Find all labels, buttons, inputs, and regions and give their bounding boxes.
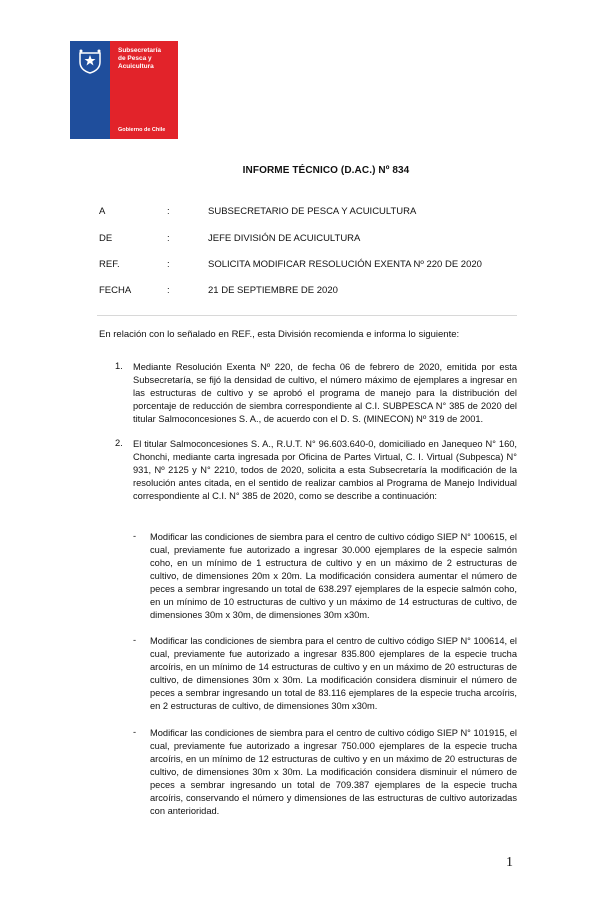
logo-line-1: Subsecretaría <box>118 47 161 54</box>
header-value: SOLICITA MODIFICAR RESOLUCIÓN EXENTA Nº 220 DE 2020 <box>208 259 482 270</box>
bullet-dash: - <box>133 531 137 541</box>
coat-of-arms-icon <box>76 47 104 75</box>
bullet-paragraph: Modificar las condiciones de siembra para el centro de cultivo código SIEP N° 100615, el cual, previamente fue autorizado a ingresar 30.000 ejemplares de la especie salmón coho, en un mínimo de 1 estructura de cultivo y en un máximo de 2 estructuras de cultivo, de dimensiones 20m x 20m. La modificación considera aumentar el número de peces a sembrar ingresando un total de 638.297 ejemplares de la especie salmón coho, en un mínimo de 10 estructuras de cultivo y un máximo de 14 estructuras de cultivo, de dimensiones 30m x 30m, de dimensiones 30m x30m. <box>150 532 517 620</box>
header-label: A <box>99 206 106 217</box>
report-title: INFORME TÉCNICO (D.AC.) Nº 834 <box>242 165 410 176</box>
item-number: 2. <box>115 438 123 448</box>
logo-line-2: de Pesca y <box>118 55 152 62</box>
header-value: 21 DE SEPTIEMBRE DE 2020 <box>208 285 338 296</box>
header-label: REF. <box>99 259 120 270</box>
header-value: JEFE DIVISIÓN DE ACUICULTURA <box>208 233 361 244</box>
header-colon: : <box>167 259 170 270</box>
page-number: 1 <box>506 855 513 870</box>
item-paragraph: Mediante Resolución Exenta Nº 220, de fecha 06 de febrero de 2020, emitida por esta Subsecretaría, se fijó la densidad de cultivo, el número máximo de ejemplares a ingresar en las estructuras de cultivo y se aprobó el programa de manejo para la distribución del porcentaje de reducción de siembra correspondiente al C.I. SUBPESCA N° 385 de 2020 del titular Salmoconcesiones S. A., de acuerdo con el D. S. (MINECON) Nº 319 de 2001. <box>133 362 517 424</box>
bullet-dash: - <box>133 727 137 737</box>
logo-title <box>118 47 176 71</box>
header-colon: : <box>167 285 170 296</box>
header-divider <box>97 315 517 316</box>
bullet-paragraph: Modificar las condiciones de siembra para el centro de cultivo código SIEP N° 100614, el cual, previamente fue autorizado a ingresar 835.800 ejemplares de la especie trucha arcoíris, en un mínimo de 14 estructuras de cultivo y en un máximo de 20 estructuras de cultivo, de dimensiones 30m x 30m. La modificación considera disminuir el número de peces a sembrar ingresando un total de 83.116 ejemplares de la especie trucha arcoíris, en 2 estructuras de cultivo, de dimensiones 30m x30m. <box>150 636 517 711</box>
intro-paragraph: En relación con lo señalado en REF., esta División recomienda e informa lo siguiente: <box>99 329 460 340</box>
item-paragraph: El titular Salmoconcesiones S. A., R.U.T. N° 96.603.640-0, domiciliado en Janequeo N° 160, Chonchi, mediante carta ingresada por Oficina de Partes Virtual, C. I. Virtual (Subpesca) N° 931, Nº 2125 y N° 2210, todos de 2020, solicita a esta Subsecretaría la modificación de la resolución antes citada, en el sentido de realizar cambios al Programa de Manejo Individual correspondiente al C.I. N° 385 de 2020, como se describe a continuación: <box>133 439 517 501</box>
header-label: DE <box>99 233 113 244</box>
item-number: 1. <box>115 361 123 371</box>
report-title-wrapper <box>0 165 600 176</box>
logo-line-3: Acuicultura <box>118 63 154 70</box>
header-label: FECHA <box>99 285 132 296</box>
logo-footer: Gobierno de Chile <box>118 127 166 133</box>
header-value: SUBSECRETARIO DE PESCA Y ACUICULTURA <box>208 206 417 217</box>
logo-blue-block <box>70 41 110 139</box>
bullet-paragraph: Modificar las condiciones de siembra para el centro de cultivo código SIEP N° 101915, el cual, previamente fue autorizado a ingresar 750.000 ejemplares de la especie trucha arcoíris, en un mínimo de 12 estructuras de cultivo y en un máximo de 20 estructuras de cultivo, de dimensiones 30m x 30m. La modificación considera disminuir el número de peces a sembrar ingresando un total de 709.387 ejemplares de la especie trucha arcoíris, conservando el número y dimensiones de las estructuras de cultivo autorizadas con anterioridad. <box>150 728 517 816</box>
bullet-dash: - <box>133 635 137 645</box>
subpesca-logo <box>70 41 178 139</box>
header-colon: : <box>167 206 170 217</box>
header-colon: : <box>167 233 170 244</box>
